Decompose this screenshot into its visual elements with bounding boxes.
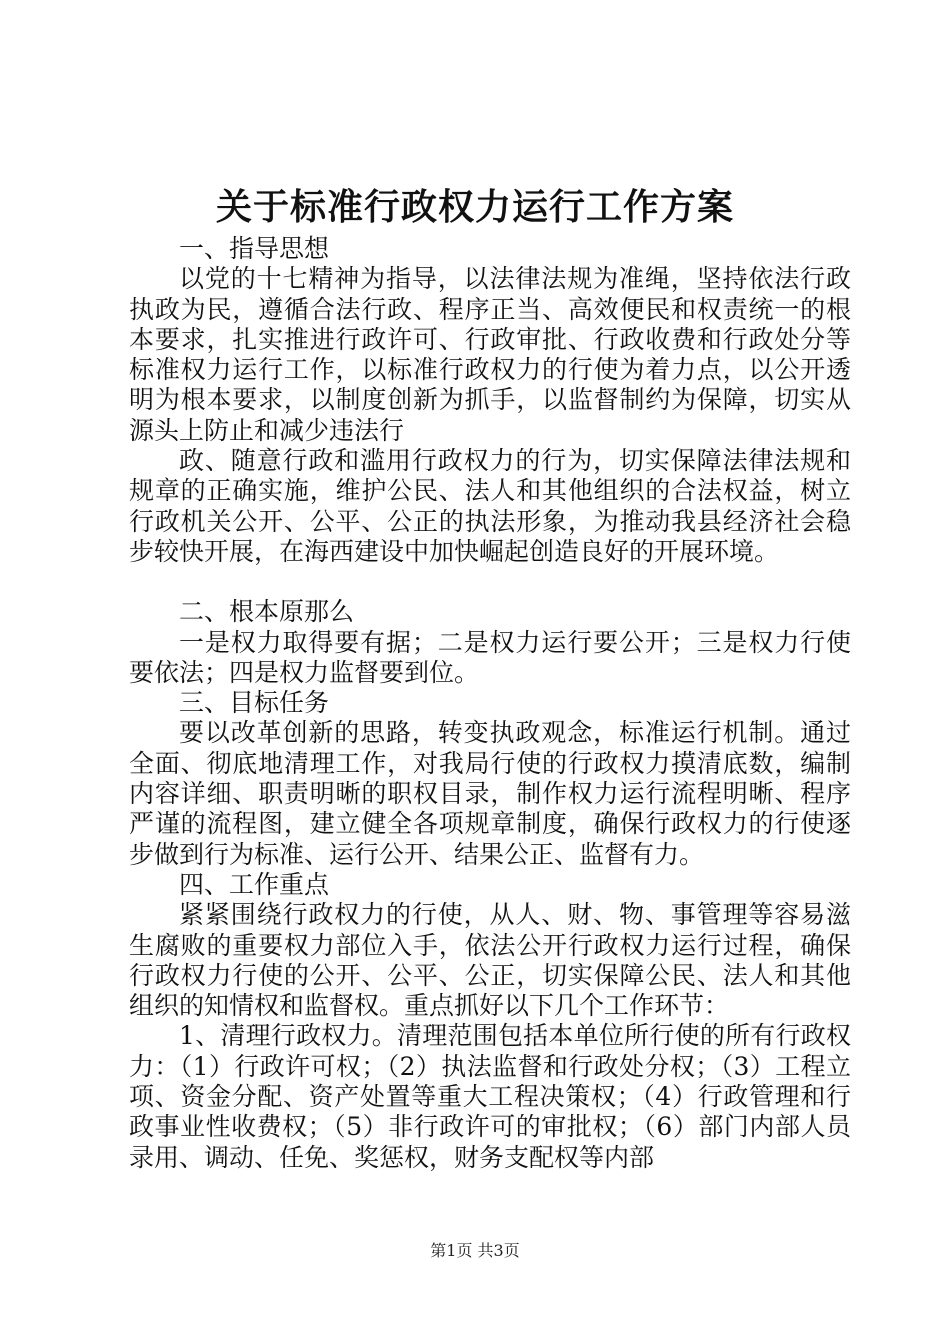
section-paragraph: 政、随意行政和滥用行政权力的行为，切实保障法律法规和规章的正确实施，维护公民、法人和其他组织的合法权益，树立行政机关公开、公平、公正的执法形象，为推动我县经济社会稳步较快开展，在海西建设中加快崛起创造良好的开展环境。 bbox=[129, 446, 851, 566]
document-body bbox=[129, 234, 851, 1173]
section-paragraph: 要以改革创新的思路，转变执政观念，标准运行机制。通过全面、彻底地清理工作，对我局行使的行政权力摸清底数，编制内容详细、职责明晰的职权目录，制作权力运行流程明晰、程序严谨的流程图，建立健全各项规章制度，确保行政权力的行使逐步做到行为标准、运行公开、结果公正、监督有力。 bbox=[129, 718, 851, 869]
section-heading: 一、指导思想 bbox=[179, 234, 330, 263]
section-paragraph: 一是权力取得要有据；二是权力运行要公开；三是权力行使要依法；四是权力监督要到位。 bbox=[129, 627, 851, 687]
section-heading: 四、工作重点 bbox=[179, 869, 330, 899]
section-paragraph: 以党的十七精神为指导，以法律法规为准绳，坚持依法行政执政为民，遵循合法行政、程序正当、高效便民和权责统一的根本要求，扎实推进行政许可、行政审批、行政收费和行政处分等标准权力运行工作，以标准行政权力的行使为着力点，以公开透明为根本要求，以制度创新为抓手，以监督制约为保障，切实从源头上防止和减少违法行 bbox=[129, 264, 851, 445]
section-heading: 二、根本原那么 bbox=[179, 597, 355, 627]
paragraph-gap bbox=[129, 567, 851, 597]
page-footer: 第1页 共3页 bbox=[430, 1241, 520, 1260]
document-title: 关于标准行政权力运行工作方案 bbox=[215, 186, 734, 228]
section-heading: 三、目标任务 bbox=[179, 688, 330, 718]
section-paragraph: 紧紧围绕行政权力的行使，从人、财、物、事管理等容易滋生腐败的重要权力部位入手，依法公开行政权力运行过程，确保行政权力行使的公开、公平、公正，切实保障公民、法人和其他组织的知情权和监督权。重点抓好以下几个工作环节： bbox=[129, 900, 851, 1021]
section-paragraph: 1、清理行政权力。清理范围包括本单位所行使的所有行政权力：（1）行政许可权；（2）执法监督和行政处分权；（3）工程立项、资金分配、资产处置等重大工程决策权；（4）行政管理和行政事业性收费权；（5）非行政许可的审批权；（6）部门内部人员录用、调动、任免、奖惩权，财务支配权等内部 bbox=[129, 1021, 851, 1172]
